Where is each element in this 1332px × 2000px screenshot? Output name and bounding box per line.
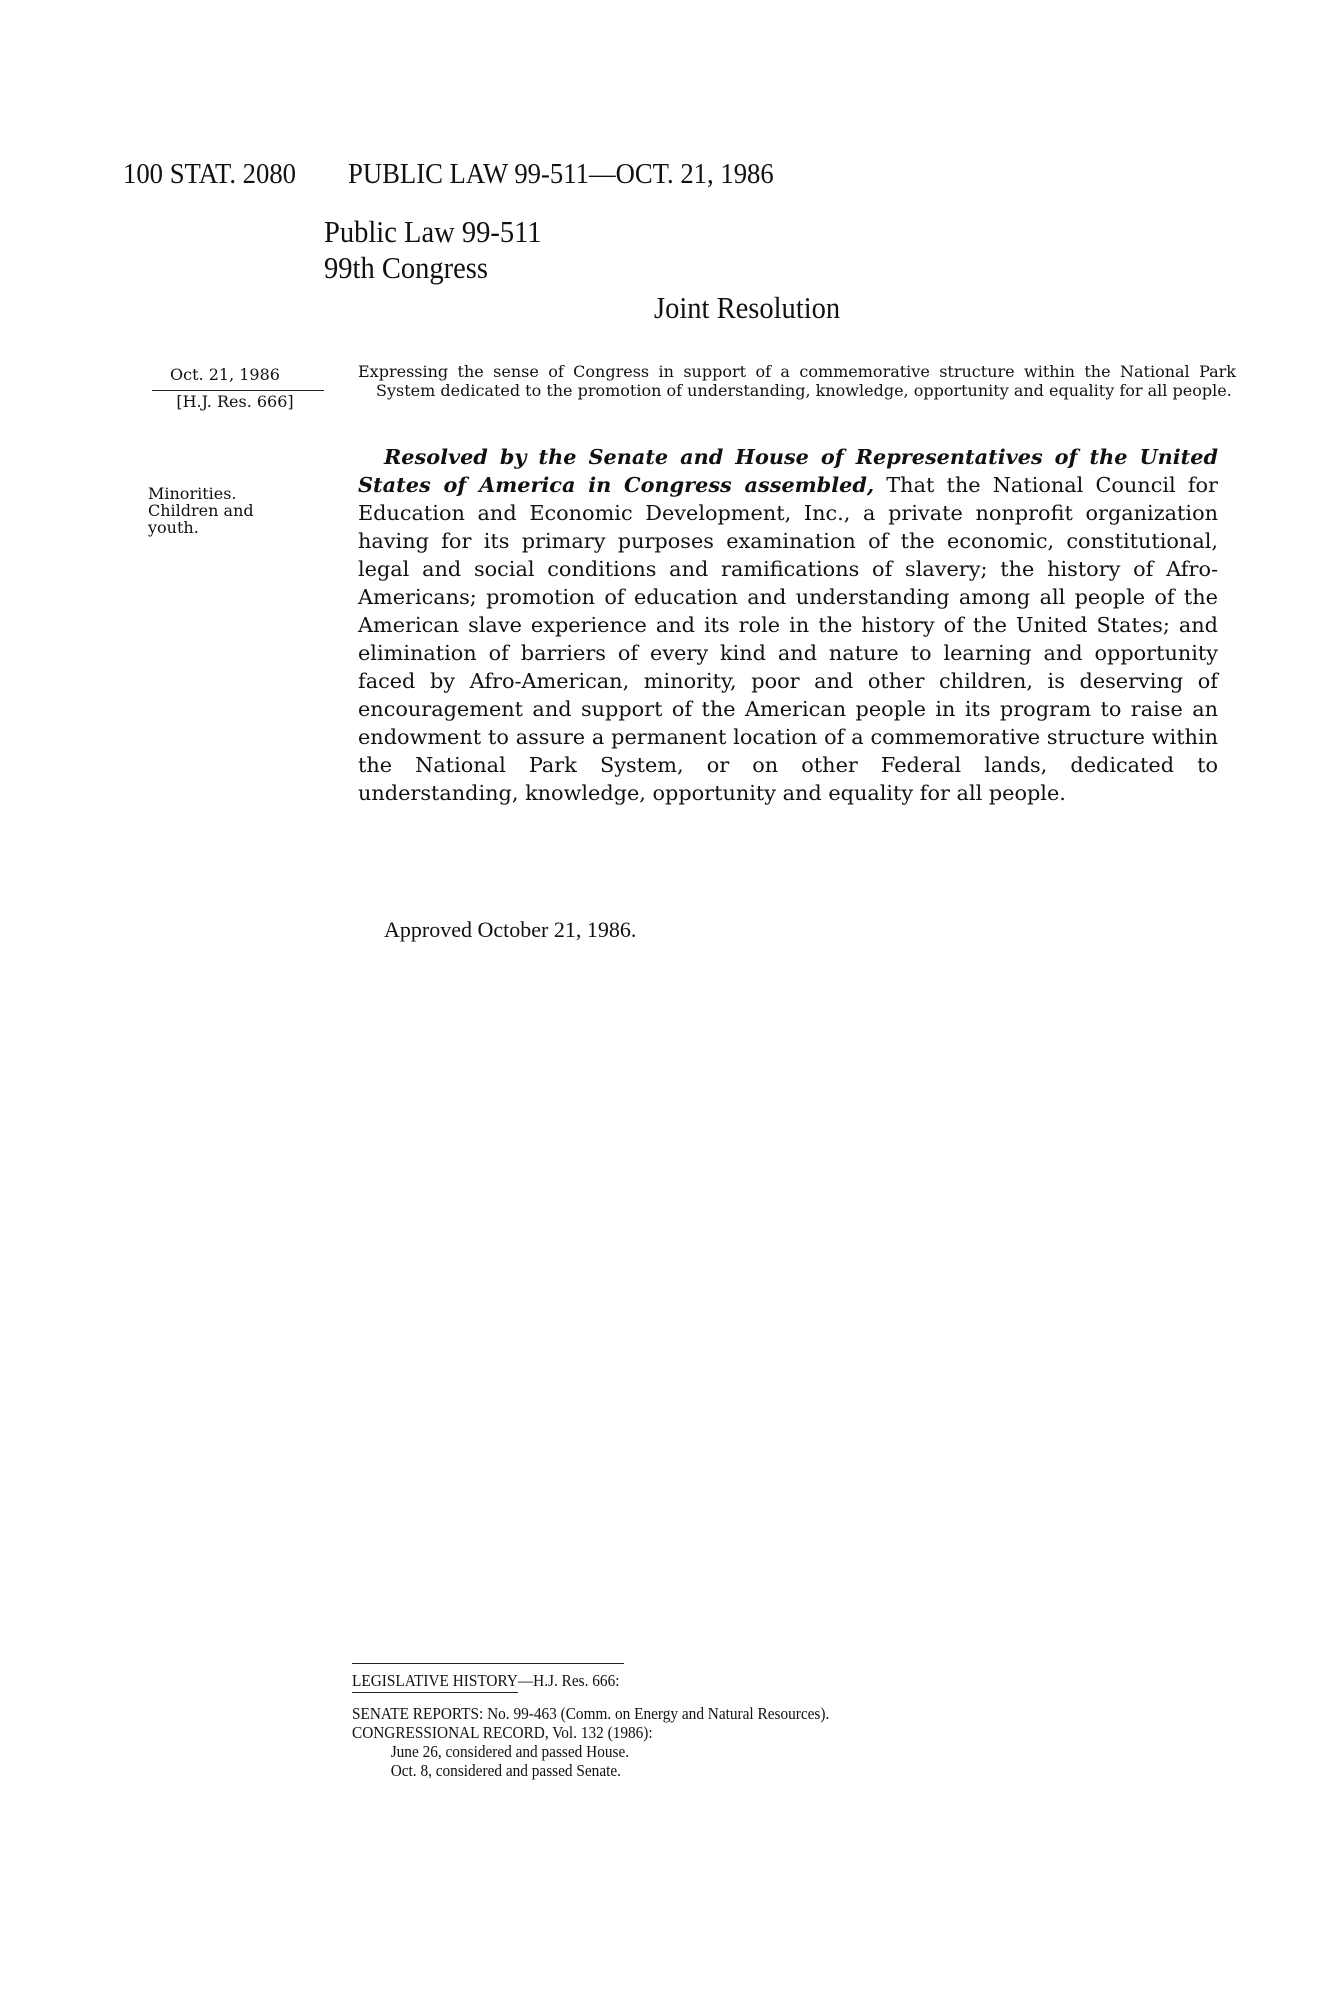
margin-divider — [152, 390, 324, 391]
resolution-text: That the National Council for Education and Economic Development, Inc., a private nonprofit organization having for its primary purposes examination of the economic, constitutional, legal and social conditions and ramifications of slavery; the history of Afro-Americans; promotion of education and understanding among all people of the American slave experience and its role in the history of the United States; and elimination of barriers of every kind and nature to learning and opportunity faced by Afro-American, minority, poor and other children, is deserving of encouragement and support of the American people in its program to raise an endowment to assure a permanent location of a commemorative structure within the National Park System, or on other Federal lands, dedicated to understanding, knowledge, opportunity and equality for all people. — [358, 473, 1218, 805]
margin-date: Oct. 21, 1986 — [170, 365, 280, 384]
footnote-divider — [352, 1663, 624, 1664]
approval-date: Approved October 21, 1986. — [384, 917, 637, 942]
stat-reference: 100 STAT. 2080 — [123, 158, 297, 190]
legislative-action: June 26, considered and passed House. — [390, 1742, 630, 1761]
purpose-statement: Expressing the sense of Congress in support of a commemorative structure within the National Park System dedicated to the promotion of understanding, knowledge, opportunity and equality for all people. — [358, 362, 1236, 400]
senate-reports: SENATE REPORTS: No. 99-463 (Comm. on Energy and Natural Resources). — [352, 1704, 830, 1723]
document-type: Joint Resolution — [654, 290, 841, 325]
legislative-action: Oct. 8, considered and passed Senate. — [390, 1761, 621, 1780]
enacting-clause: Resolved by the Senate and House of Representatives of the United States of America in Congress assembled, — [358, 444, 1218, 497]
running-title: PUBLIC LAW 99-511—OCT. 21, 1986 — [348, 158, 774, 190]
margin-resolution-ref: [H.J. Res. 666] — [176, 392, 294, 411]
legislative-history — [352, 1704, 829, 1780]
public-law-number: Public Law 99-511 — [324, 214, 542, 249]
margin-topics — [148, 485, 254, 536]
congressional-record: CONGRESSIONAL RECORD, Vol. 132 (1986): — [352, 1723, 653, 1742]
legislative-history-heading: LEGISLATIVE HISTORY—H.J. Res. 666: — [352, 1671, 620, 1690]
heading-underline — [352, 1692, 518, 1693]
title-block — [324, 214, 542, 286]
resolution-body — [358, 443, 1218, 807]
congress-number: 99th Congress — [324, 250, 488, 285]
margin-topic: youth. — [148, 518, 199, 537]
margin-topic: Minorities. — [148, 484, 237, 503]
margin-topic: Children and — [148, 501, 254, 520]
